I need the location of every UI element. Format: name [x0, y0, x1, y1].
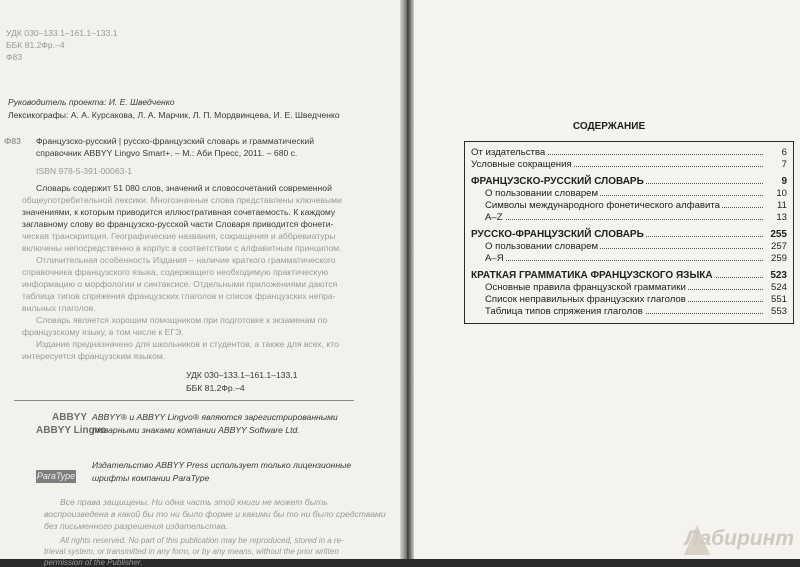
project-head: Руководитель проекта: И. Е. Шведченко [8, 97, 175, 107]
description-line: значениями, к которым приводится иллюстративная сочетаемость. К каждому [22, 207, 336, 217]
toc-row: A–Z 13 [485, 212, 787, 223]
toc-row: Список неправильных французских глаголов 551 [485, 294, 787, 305]
top-code-bbk: ББК 81.2Фр.–4 [6, 40, 65, 50]
description-line: Словарь содержит 51 080 слов, значений и словосочетаний современной [36, 183, 332, 193]
abbyy-trademark-line: ABBYY® и ABBYY Lingvo® являются зарегистрированными [92, 412, 338, 422]
toc-row: О пользовании словарем 257 [485, 241, 787, 252]
description-line: заглавному слову во французско-русской части Словаря приводится фонети- [22, 219, 334, 229]
biblio-code: Ф83 [4, 136, 21, 146]
toc-row: От издательства 6 [471, 147, 787, 158]
bbk-code: ББК 81.2Фр.–4 [186, 383, 245, 393]
contents-heading: СОДЕРЖАНИЕ [572, 121, 646, 132]
abbyy-logo: ABBYY [52, 412, 88, 423]
contents-box [464, 141, 794, 324]
isbn: ISBN 978-5-391-00063-1 [36, 166, 133, 176]
rights-ru-line: без письменного разрешения издательства. [44, 521, 228, 531]
book-gutter [400, 0, 414, 559]
abbyy-lingvo-logo: ABBYY Lingvo [36, 425, 107, 436]
toc-row: Таблица типов спряжения глаголов 553 [485, 306, 787, 317]
udk-code: УДК 030–133.1–161.1–133.1 [186, 370, 298, 380]
toc-section-row: КРАТКАЯ ГРАММАТИКА ФРАНЦУЗСКОГО ЯЗЫКА 523 [471, 270, 787, 281]
biblio-line: Французско-русский | русско-французский словарь и грамматический [36, 136, 315, 146]
toc-row: Основные правила французской грамматики 524 [485, 282, 787, 293]
toc-row: О пользовании словарем 10 [485, 188, 787, 199]
rights-ru-line: Все права защищены. Ни одна часть этой книги не может быть [60, 497, 328, 507]
rights-en-line: permission of the Publisher. [44, 558, 143, 567]
labirint-watermark: Лабиринт [684, 527, 794, 550]
description-line: включены непосредственно в корпус в соответствии с алфавитным принципом. [22, 243, 342, 253]
abbyy-trademark-line: товарными знаками компании ABBYY Software Ltd. [92, 425, 300, 435]
rights-en-line: All rights reserved. No part of this publication may be reproduced, stored in a re- [60, 536, 344, 545]
contents-page [414, 0, 800, 559]
toc-row: А–Я 259 [485, 253, 787, 264]
description-line: Издание предназначено для школьников и студентов, а также для всех, кто [36, 339, 339, 349]
description-line: интересуется французским языком. [22, 351, 166, 361]
top-code-udk: УДК 030–133.1–161.1–133.1 [6, 28, 118, 38]
description-line: ческая транскрипция. Географические названия, сокращения и аббревиатуры [22, 231, 336, 241]
top-code-author: Ф83 [6, 52, 23, 62]
paratype-note-line: Издательство ABBYY Press использует только лицензионные [92, 460, 352, 470]
description-line: вильных глаголов. [22, 303, 96, 313]
toc-row: Условные сокращения 7 [471, 159, 787, 170]
lexicographers: Лексикографы: А. А. Курсакова, Л. А. Марчик, Л. П. Мордвинцева, И. Е. Шведченко [8, 110, 340, 120]
rights-en-line: trieval system, or transmitted in any form, or by any means, without the prior written [44, 547, 339, 556]
biblio-line: справочник ABBYY Lingvo Smart+. – М.: Аби Пресс, 2011. – 680 с. [36, 148, 298, 158]
toc-row: Символы международного фонетического алфавита 11 [485, 200, 787, 211]
divider [14, 400, 354, 401]
paratype-logo: ParaType [36, 471, 76, 481]
description-line: общеупотребительной лексики. Многозначные слова представлены ключевыми [22, 195, 342, 205]
toc-section-row: РУССКО-ФРАНЦУЗСКИЙ СЛОВАРЬ 255 [471, 229, 787, 240]
description-line: Отличительная особенность Издания – наличие краткого грамматического [36, 255, 336, 265]
description-line: Словарь является хорошим помощником при подготовке к экзаменам по [36, 315, 328, 325]
description-line: французскому языку, в том числе к ЕГЭ. [22, 327, 184, 337]
description-line: таблица типов спряжения французских глаголов и список французских непра- [22, 291, 336, 301]
paratype-note-line: шрифты компании ParaType [92, 473, 210, 483]
toc-section-row: ФРАНЦУЗСКО-РУССКИЙ СЛОВАРЬ 9 [471, 176, 787, 187]
description-line: справочника французского языка, содержащего необходимую практическую [22, 267, 329, 277]
rights-ru-line: воспроизведена в какой бы то ни было форме и какими бы то ни было средствами [44, 509, 386, 519]
description-line: информацию о морфологии и синтаксисе. Отдельными приложениями даются [22, 279, 338, 289]
